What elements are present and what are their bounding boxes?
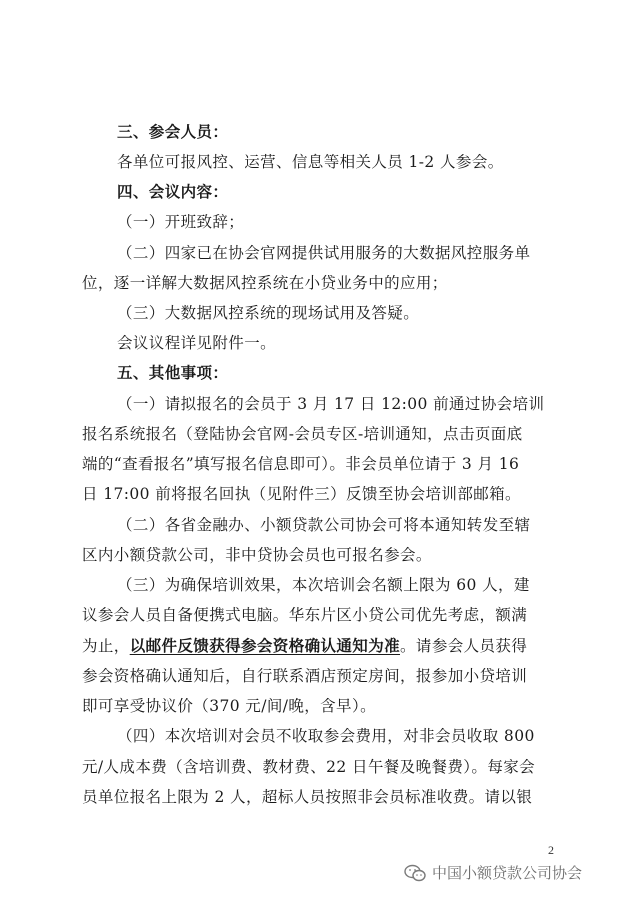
section-4-title: 四、会议内容：	[117, 183, 229, 201]
section-5-title: 五、其他事项：	[117, 364, 229, 382]
section-5-item-3-line-4: 参会资格确认通知后，自行联系酒店预定房间，报参加小贷培训	[82, 667, 528, 685]
section-5-item-4-line-2: 元/人成本费（含培训费、教材费、22 日午餐及晚餐费）。每家会	[82, 758, 536, 776]
section-4-note: 会议议程详见附件一。	[117, 334, 277, 352]
section-5-item-1-line-4: 日 17:00 前将报名回执（见附件三）反馈至协会培训部邮箱。	[82, 485, 521, 503]
line-suffix: 。请参会人员获得	[400, 637, 528, 655]
section-4-item-3: （三）大数据风控系统的现场试用及答疑。	[117, 304, 420, 322]
page-number: 2	[548, 843, 554, 857]
section-5-item-1-line-2: 报名系统报名（登陆协会官网-会员专区-培训通知，点击页面底	[82, 425, 523, 443]
section-5-item-1-line-3: 端的“查看报名”填写报名信息即可）。非会员单位请于 3 月 16	[82, 455, 520, 473]
section-5-item-4-line-1: （四）本次培训对会员不收取参会费用，对非会员收取 800	[117, 727, 535, 745]
section-5-item-3-line-1: （三）为确保培训效果，本次培训会名额上限为 60 人，建	[117, 576, 530, 594]
section-4-item-2-line-2: 位，逐一详解大数据风控系统在小贷业务中的应用；	[82, 274, 448, 292]
section-5-item-1-line-1: （一）请拟报名的会员于 3 月 17 日 12:00 前通过协会培训	[117, 395, 545, 413]
line-prefix: 为止，	[82, 637, 130, 655]
section-4-item-1: （一）开班致辞；	[117, 213, 245, 231]
wechat-icon	[404, 864, 426, 882]
section-5-item-4-line-3: 员单位报名上限为 2 人，超标人员按照非会员标准收费。请以银	[82, 788, 533, 806]
section-5-item-3-line-3	[82, 636, 527, 656]
section-5-item-2-line-1: （二）各省金融办、小额贷款公司协会可将本通知转发至辖	[117, 516, 531, 534]
section-3-body: 各单位可报风控、运营、信息等相关人员 1-2 人参会。	[117, 153, 504, 171]
watermark	[404, 862, 582, 883]
watermark-text: 中国小额贷款公司协会	[432, 864, 583, 882]
section-5-item-3-line-5: 即可享受协议价（370 元/间/晚，含早）。	[82, 697, 377, 715]
section-5-item-3-line-2: 议参会人员自备便携式电脑。华东片区小贷公司优先考虑，额满	[82, 606, 528, 624]
section-5-item-2-line-2: 区内小额贷款公司，非中贷协会员也可报名参会。	[82, 546, 432, 564]
emphasized-requirement: 以邮件反馈获得参会资格确认通知为准	[129, 637, 401, 655]
section-4-item-2-line-1: （二）四家已在协会官网提供试用服务的大数据风控服务单	[117, 244, 531, 262]
section-3-title: 三、参会人员：	[117, 123, 229, 141]
